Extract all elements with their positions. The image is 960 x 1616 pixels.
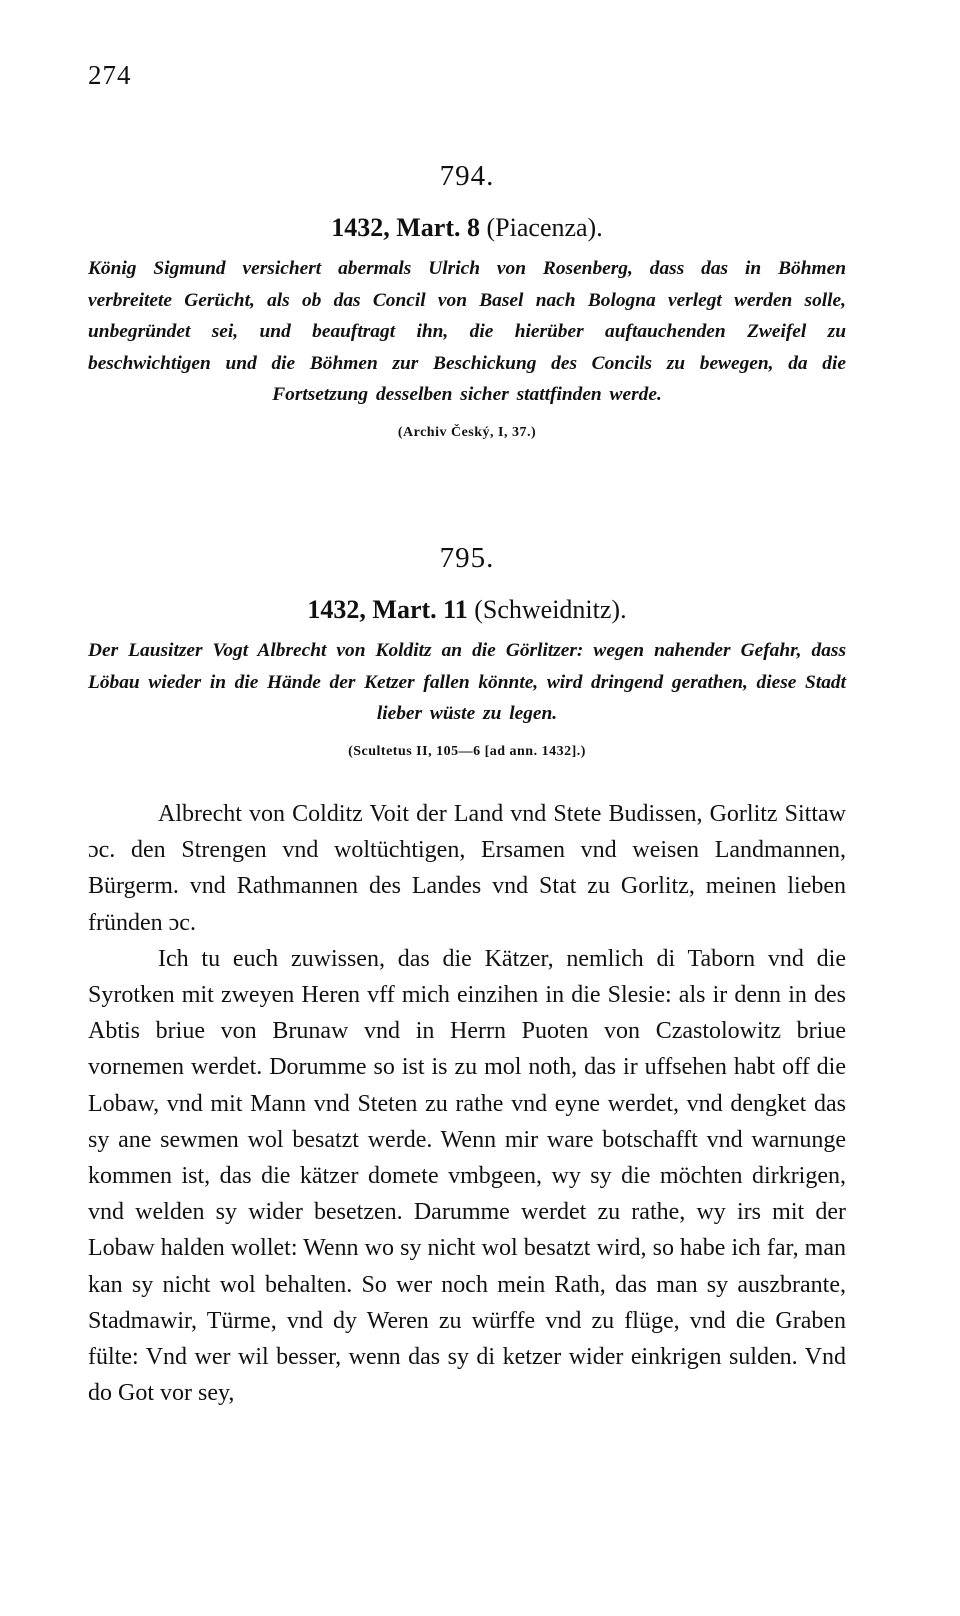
- entry-date: [88, 595, 846, 625]
- entry-number: 794.: [439, 160, 495, 192]
- entry-source: (Scultetus II, 105—6 [ad ann. 1432].): [348, 743, 586, 759]
- entry-summary: König Sigmund versichert abermals Ulrich von Rosenberg, dass das in Böhmen verbreitete Gerücht, als ob das Concil von Basel nach Bologna verlegt werden solle, unbegründet sei, und beauftragt ihn, die hierüber auftauchenden Zweifel zu beschwichtigen und die Böhmen zur Beschickung des Concils zu bewegen, da die Fortsetzung desselben sicher stattfinden werde.: [88, 258, 846, 405]
- entry-794: [88, 160, 846, 441]
- letter-paragraph: Ich tu euch zuwissen, das die Kätzer, nemlich di Taborn vnd die Syrotken mit zweyen Heren vff mich einzihen in die Slesie: als ir denn in des Abtis briue von Brunaw vnd in Herrn Puoten von Czastolowitz briue vornemen werdet. Dorumme so ist is zu mol noth, das ir uffsehen habt off die Lobaw, vnd mit Mann vnd Steten zu rathe vnd eyne werdet, vnd dengket das sy ane sewmen wol besatzt werde. Wenn mir ware botschafft vnd warnunge kommen ist, das die kätzer domete vmbgeen, wy sy die möchten dirkrigen, vnd welden sy wider besetzen. Darumme werdet zu rathe, wy irs mit der Lobaw halden wollet: Wenn wo sy nicht wol besatzt wird, so habe ich far, man kan sy nicht wol behalten. So wer noch mein Rath, das man sy auszbrante, Stadmawir, Türme, vnd dy Weren zu würffe vnd zu flüge, vnd die Graben fülte: Vnd wer wil besser, wenn das sy di ketzer wider einkrigen sulden. Vnd do Got vor sey,: [88, 945, 846, 1407]
- entry-place: (Piacenza).: [486, 213, 603, 242]
- page-number: 274: [88, 60, 132, 90]
- entry-date: [88, 213, 846, 243]
- letter-paragraph: Albrecht von Colditz Voit der Land vnd Stete Budissen, Gorlitz Sittaw ɔc. den Strengen vnd woltüchtigen, Ersamen vnd weisen Landmannen, Bürgerm. vnd Rathmannen des Landes vnd Stat zu Gorlitz, meinen lieben fründen ɔc.: [88, 801, 846, 936]
- entry-source: (Archiv Český, I, 37.): [397, 424, 537, 440]
- entry-date-bold: 1432, Mart. 8: [331, 213, 481, 242]
- entry-place: (Schweidnitz).: [474, 595, 627, 624]
- entry-summary: Der Lausitzer Vogt Albrecht von Kolditz an die Görlitzer: wegen nahender Gefahr, dass Löbau wieder in die Hände der Ketzer fallen könnte, wird dringend gerathen, diese Stadt lieber wüste zu legen.: [88, 640, 846, 724]
- letter-text: [88, 796, 846, 1411]
- entry-795: [88, 542, 846, 760]
- entry-date-bold: 1432, Mart. 11: [307, 595, 468, 624]
- entry-number: 795.: [439, 542, 495, 574]
